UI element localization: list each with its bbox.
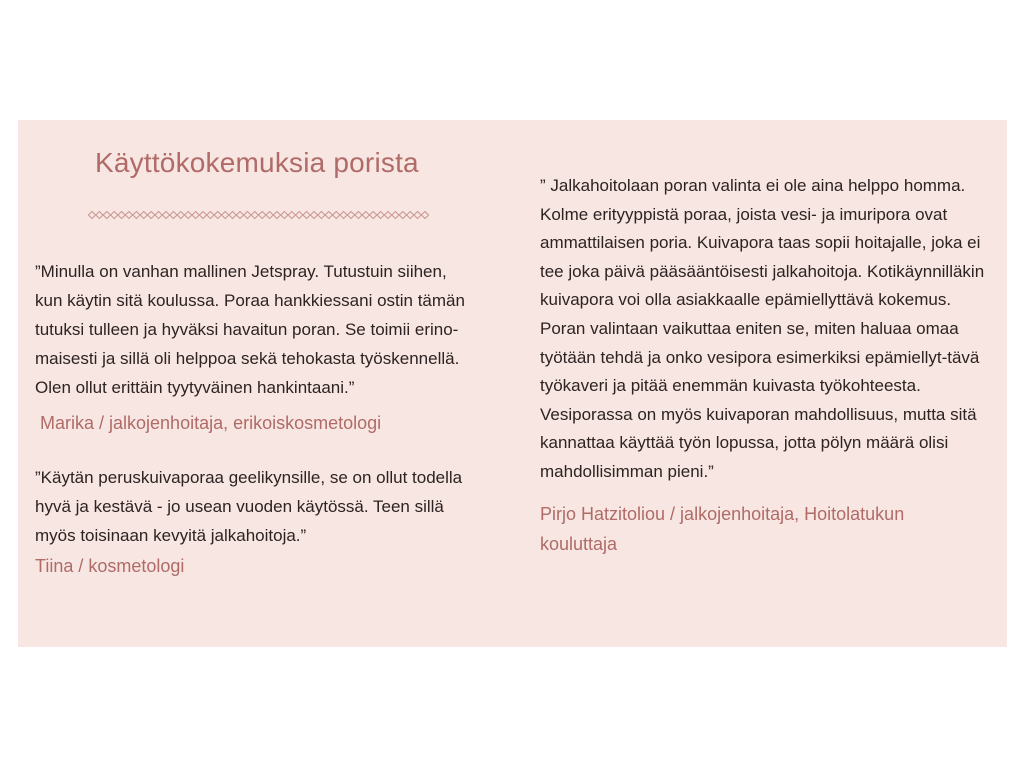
divider-diamond (192, 212, 199, 219)
page-title: Käyttökokemuksia porista (95, 147, 419, 178)
divider-diamond (421, 212, 428, 219)
divider-diamond (325, 212, 332, 219)
divider-diamond (377, 212, 384, 219)
divider-diamond (170, 212, 177, 219)
divider-diamond (273, 212, 280, 219)
divider-diamond (414, 212, 421, 219)
divider-diamond (111, 212, 118, 219)
divider-diamond (185, 212, 192, 219)
divider-diamond (148, 212, 155, 219)
divider-diamond (259, 212, 266, 219)
divider-diamond (199, 212, 206, 219)
divider-diamond (88, 212, 95, 219)
testimonials-panel (18, 120, 1007, 647)
divider-diamond (155, 212, 162, 219)
divider-diamond (266, 212, 273, 219)
divider-diamond (244, 212, 251, 219)
divider-diamond (251, 212, 258, 219)
testimonial-author: Tiina / kosmetologi (35, 556, 185, 576)
divider-diamond (118, 212, 125, 219)
divider-diamond (347, 212, 354, 219)
divider-diamond (214, 212, 221, 219)
decorative-divider (88, 210, 431, 220)
divider-diamond (281, 212, 288, 219)
divider-diamond (318, 212, 325, 219)
divider-diamond (207, 212, 214, 219)
divider-diamond (407, 212, 414, 219)
divider-diamond (333, 212, 340, 219)
divider-diamond (355, 212, 362, 219)
divider-diamond (96, 212, 103, 219)
divider-diamond (384, 212, 391, 219)
divider-diamond (236, 212, 243, 219)
divider-diamond (133, 212, 140, 219)
testimonial-quote: ”Käytän peruskuivaporaa geelikynsille, se on ollut todella hyvä ja kestävä - jo usean vuoden käytössä. Teen sillä myös toisinaan kevyitä jalkahoitoja.” (35, 468, 463, 545)
testimonial-author: Marika / jalkojenhoitaja, erikoiskosmetologi (40, 413, 382, 433)
divider-diamond (162, 212, 169, 219)
testimonial-quote: ”Minulla on vanhan mallinen Jetspray. Tutustuin siihen, kun käytin sitä koulussa. Poraa hankkiessani ostin tämän tutuksi tulleen ja hyväksi havaitun poran. Se toimii erino-maisesti ja sillä oli helppoa sekä tehokasta työskennellä. Olen ollut erittäin tyytyväinen hankintaani.” (35, 262, 465, 397)
divider-diamond (140, 212, 147, 219)
divider-diamond (229, 212, 236, 219)
divider-diamond (288, 212, 295, 219)
divider-diamond (310, 212, 317, 219)
divider-diamond (362, 212, 369, 219)
divider-diamond (340, 212, 347, 219)
testimonial-author: Pirjo Hatzitoliou / jalkojenhoitaja, Hoitolatukun kouluttaja (540, 504, 905, 554)
divider-diamond (296, 212, 303, 219)
divider-diamond (103, 212, 110, 219)
divider-diamond (177, 212, 184, 219)
divider-diamond (303, 212, 310, 219)
testimonial-quote: ” Jalkahoitolaan poran valinta ei ole aina helppo homma. Kolme erityyppistä poraa, joista vesi- ja imuripora ovat ammattilaisen poria. Kuivapora taas sopii hoitajalle, joka ei tee joka päivä pääsääntöisesti jalkahoitoja. Kotikäynnilläkin kuivapora voi olla asiakkaalle epämiellyttävä kokemus. Poran valintaan vaikuttaa eniten se, miten haluaa omaa työtään tehdä ja onko vesipora esimerkiksi epämiellyt-tävä työkaveri ja pitää enemmän kuivasta työkohteesta. Vesiporassa on myös kuivaporan mahdollisuus, mutta sitä kannattaa käyttää työn lopussa, jotta pölyn määrä olisi mahdollisimman pieni.” (540, 176, 985, 481)
divider-diamond (125, 212, 132, 219)
divider-diamond (370, 212, 377, 219)
divider-diamond (399, 212, 406, 219)
divider-diamond (392, 212, 399, 219)
divider-diamond (222, 212, 229, 219)
